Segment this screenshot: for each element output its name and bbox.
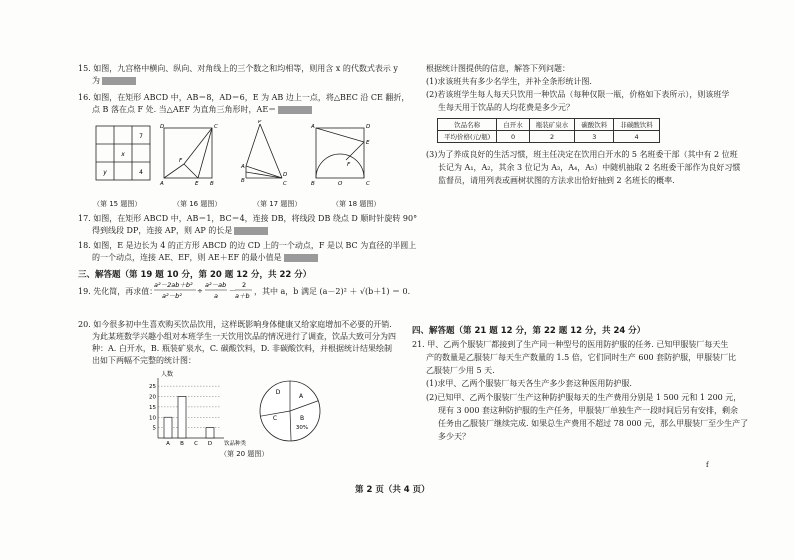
svg-text:a²－2ab＋b²: a²－2ab＋b²: [154, 281, 193, 289]
part-1: (1)求该班共有多少名学生，并补全条形统计图.: [426, 77, 592, 86]
label-F: F: [347, 162, 351, 168]
table-cell: 饮品名称: [438, 119, 497, 131]
label-B: B: [311, 181, 315, 187]
fig18-caption: （第 18 题图）: [332, 200, 381, 208]
q19-expression: [152, 279, 252, 303]
slice-label-B: B: [299, 415, 305, 422]
bar-A: [164, 417, 172, 438]
label-A: A: [160, 181, 164, 187]
slice-label-D: D: [275, 389, 281, 396]
table-cell: 4: [614, 131, 660, 143]
part-2-line1: (2)若该班学生每人每天只饮用一种饮品（每种仅限一瓶，价格如下表所示），则该班学: [426, 90, 730, 99]
q21-line2: 产的数量是乙服装厂每天生产数量的 1.5 倍，它们同时生产 600 套防护服，甲服装厂比: [426, 353, 737, 362]
q15-line1: 15. 如图，九宫格中横向、纵向、对角线上的三个数之和均相等，则用含 x 的代数式表示 y: [78, 64, 398, 73]
fig16-caption: （第 16 题图）: [173, 200, 222, 208]
grid-cell: y: [103, 169, 107, 176]
table-cell: 白开水: [497, 119, 530, 131]
y-tick-label: 5: [152, 425, 156, 432]
fig16-rectangle: [164, 128, 212, 178]
grid-cell: 4: [139, 169, 143, 176]
section-4-heading: 四、解答题（第 21 题 12 分，第 22 题 12 分，共 24 分）: [412, 326, 646, 336]
table-cell: 3: [575, 131, 614, 143]
table-cell: 0: [497, 131, 530, 143]
table-row: [438, 119, 660, 131]
fig17-triangles: [246, 124, 282, 178]
section-3-heading: 三、解答题（第 19 题 10 分，第 20 题 12 分，共 22 分）: [78, 270, 312, 280]
q15-line2: 为: [92, 76, 136, 86]
pie-chart: [257, 378, 323, 444]
x-tick-label: B: [180, 441, 184, 447]
q21-part2-line2: 现有 3 000 套这种防护服的生产任务，甲服装厂单独生产一段时间后另有安排，剩余: [438, 406, 738, 415]
q19-tail: ，其中 a，b 满足 (a－2)² ＋ √(b＋1) ＝ 0.: [254, 287, 411, 296]
redacted-answer: [284, 254, 318, 262]
fig15-caption: （第 15 题图）: [93, 200, 142, 208]
label-P: P: [258, 120, 262, 125]
q19-lead: 19. 先化简，再求值：: [78, 287, 158, 296]
q21-part2-line1: (2)已知甲、乙两个服装厂生产这种防护服每天的生产费用分别是 1 500 元和 1 200 元，: [426, 393, 742, 402]
y-axis-label: 人数: [161, 371, 174, 378]
slice-percent-B: 30%: [295, 425, 309, 431]
table-cell: 瓶装矿泉水: [529, 119, 575, 131]
q16-line1: 16. 如图，在矩形 ABCD 中，AB＝8，AD＝6，E 为 AB 边上一点，将△BEC 沿 CE 翻折，: [78, 93, 410, 102]
label-F: F: [179, 158, 183, 164]
part-3-line1: (3)为了养成良好的生活习惯，班主任决定在饮用白开水的 5 名班委干部（其中有 2 位班: [426, 150, 738, 159]
label-D: D: [366, 124, 371, 130]
grid-cell: 7: [139, 133, 143, 140]
label-E: E: [195, 181, 199, 187]
y-tick-label: 10: [149, 415, 156, 422]
y-tick-label: 25: [149, 384, 156, 391]
x-tick-label: A: [166, 441, 170, 447]
label-B: B: [210, 181, 214, 187]
bar-B: [178, 397, 186, 438]
intro-line: 根据统计图提供的信息，解答下列问题：: [426, 64, 570, 73]
y-tick-label: 20: [149, 394, 156, 401]
bar-D: [206, 428, 214, 438]
figures-15-18: [88, 120, 393, 198]
q21-line3: 乙服装厂少用 5 天.: [426, 366, 495, 375]
q20-line2: 为此某班数学兴趣小组对本班学生一天饮用饮品的情况进行了调查，饮品大致可分为四: [92, 332, 396, 341]
part-3-line2: 长记为 A₁，A₂，其余 3 位记为 A₃，A₄，A₅）中随机抽取 2 名班委干部作为良好习惯: [438, 163, 741, 172]
slice-label-A: A: [298, 393, 304, 400]
x-tick-label: D: [207, 441, 213, 447]
label-B: B: [241, 178, 245, 184]
q18-line1: 18. 如图，E 是边长为 4 的正方形 ABCD 的边 CD 上的一个动点，F 是以 BC 为直径的半圆上: [78, 241, 417, 250]
q21-part1: (1)求甲、乙两个服装厂每天各生产多少套这种医用防护服.: [426, 379, 632, 388]
svg-text:÷: ÷: [197, 287, 203, 295]
table-cell: 碳酸饮料: [575, 119, 614, 131]
fig18-square: [316, 128, 364, 178]
table-cell: 平均价格(元/瓶): [438, 131, 497, 143]
q17-line1: 17. 如图，在矩形 ABCD 中，AB＝1，BC＝4，连接 DB，将线段 DB 绕点 D 顺时针旋转 90°: [78, 214, 418, 223]
fig17-caption: （第 17 题图）: [253, 200, 302, 208]
q21-part2-line3: 任务由乙服装厂继续完成. 如果总生产费用不超过 78 000 元，那么甲服装厂至少生产了: [438, 419, 749, 428]
label-D: D: [283, 172, 288, 178]
redacted-answer: [278, 106, 312, 114]
q21-line1: 21. 甲、乙两个服装厂都接到了生产同一种型号的医用防护服的任务. 已知甲服装厂每天生: [412, 340, 729, 349]
table-cell: 非碳酸饮料: [614, 119, 660, 131]
svg-text:－: －: [229, 287, 236, 295]
q16-line2: 点 B 落在点 F 处. 当△AEF 为直角三角形时，AE＝: [92, 105, 312, 115]
part-2-line2: 生每天用于饮品的人均花费是多少元？: [438, 103, 574, 112]
svg-text:a＋b: a＋b: [235, 292, 250, 300]
q21-part2-line4: 多少天？: [438, 432, 470, 441]
part-3-line3: 监督员，请用列表或画树状图的方法求出恰好抽到 2 名班长的概率.: [438, 176, 675, 185]
grid-cell: x: [121, 151, 125, 158]
q20-line3: 种：A. 白开水，B. 瓶装矿泉水，C. 碳酸饮料，D. 非碳酸饮料，并根据统计结果绘制: [92, 344, 392, 353]
label-A: A: [311, 124, 315, 130]
label-C: C: [366, 181, 370, 187]
q20-line1: 20. 如今很多初中生喜欢购买饮品饮用，这样既影响身体健康又给家庭增加不必要的开销.: [78, 320, 392, 329]
svg-text:2: 2: [242, 281, 247, 289]
q18-line2: 的一个动点，连接 AE、EF，则 AE＋EF 的最小值是: [92, 253, 318, 263]
label-E: E: [366, 140, 370, 146]
price-table: [437, 118, 660, 143]
slice-label-C: C: [272, 415, 278, 422]
redacted-answer: [234, 227, 268, 235]
q17-line2: 得到线段 DP，连接 AP，则 AP 的长是: [92, 226, 268, 236]
label-C: C: [283, 181, 287, 187]
label-A: A: [241, 164, 245, 170]
table-row: [438, 131, 660, 143]
q20-line4: 出如下两幅不完整的统计图：: [92, 356, 196, 365]
x-axis-label: 饮品种类: [224, 441, 247, 447]
redacted-answer: [102, 77, 136, 85]
edge-mark: f: [706, 461, 709, 469]
page-footer: 第 2 页（共 4 页）: [355, 485, 430, 495]
y-tick-label: 15: [149, 404, 156, 411]
table-cell: 2: [529, 131, 575, 143]
label-O: O: [338, 181, 343, 187]
label-C: C: [214, 124, 218, 130]
fig20-caption: （第 20 题图）: [220, 450, 269, 458]
label-D: D: [160, 124, 165, 130]
x-tick-label: C: [194, 441, 198, 447]
svg-text:a²－b²: a²－b²: [162, 292, 182, 300]
svg-text:a²－ab: a²－ab: [205, 281, 227, 289]
bar-chart: [142, 370, 267, 450]
svg-text:a: a: [214, 292, 218, 300]
